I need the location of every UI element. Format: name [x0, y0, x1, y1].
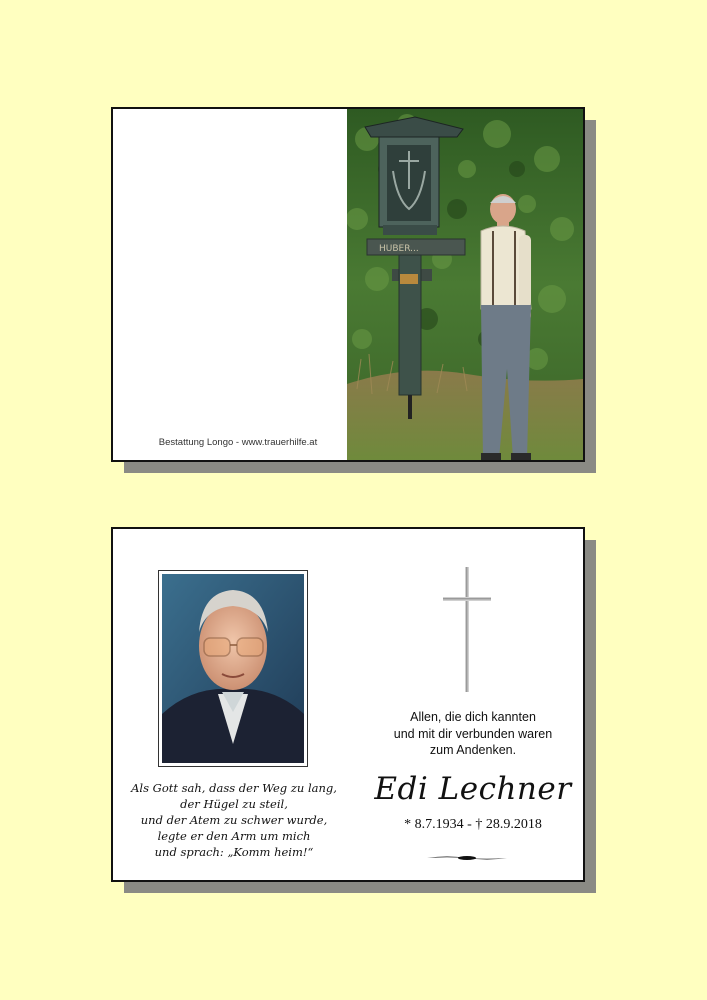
- portrait-photo: [162, 574, 304, 763]
- dedication: [363, 709, 583, 759]
- poem-line: der Hügel zu steil,: [180, 797, 288, 811]
- dedication-line: Allen, die dich kannten: [410, 710, 536, 724]
- portrait-frame: [158, 570, 308, 767]
- inside-card: [111, 527, 585, 882]
- poem-line: legte er den Arm um mich: [157, 829, 311, 843]
- dedication-line: zum Andenken.: [429, 743, 517, 757]
- cross-icon: [443, 567, 493, 696]
- poem-line: und sprach: „Komm heim!“: [154, 845, 314, 859]
- man-beside-wayside-shrine-photo: [347, 109, 583, 460]
- front-card: [111, 107, 585, 462]
- svg-text:HUBER...: HUBER...: [379, 244, 419, 254]
- dedication-line: und mit dir verbunden waren: [393, 726, 553, 741]
- divider-ornament-icon: [427, 847, 507, 866]
- life-dates: * 8.7.1934 - † 28.9.2018: [404, 817, 542, 832]
- funeral-home-credit: Bestattung Longo - www.trauerhilfe.at: [158, 437, 318, 448]
- poem-line: und der Atem zu schwer wurde,: [140, 813, 328, 827]
- poem-line: Als Gott sah, dass der Weg zu lang,: [131, 781, 337, 795]
- poem: [127, 780, 341, 860]
- deceased-name: Edi Lechner: [374, 771, 572, 807]
